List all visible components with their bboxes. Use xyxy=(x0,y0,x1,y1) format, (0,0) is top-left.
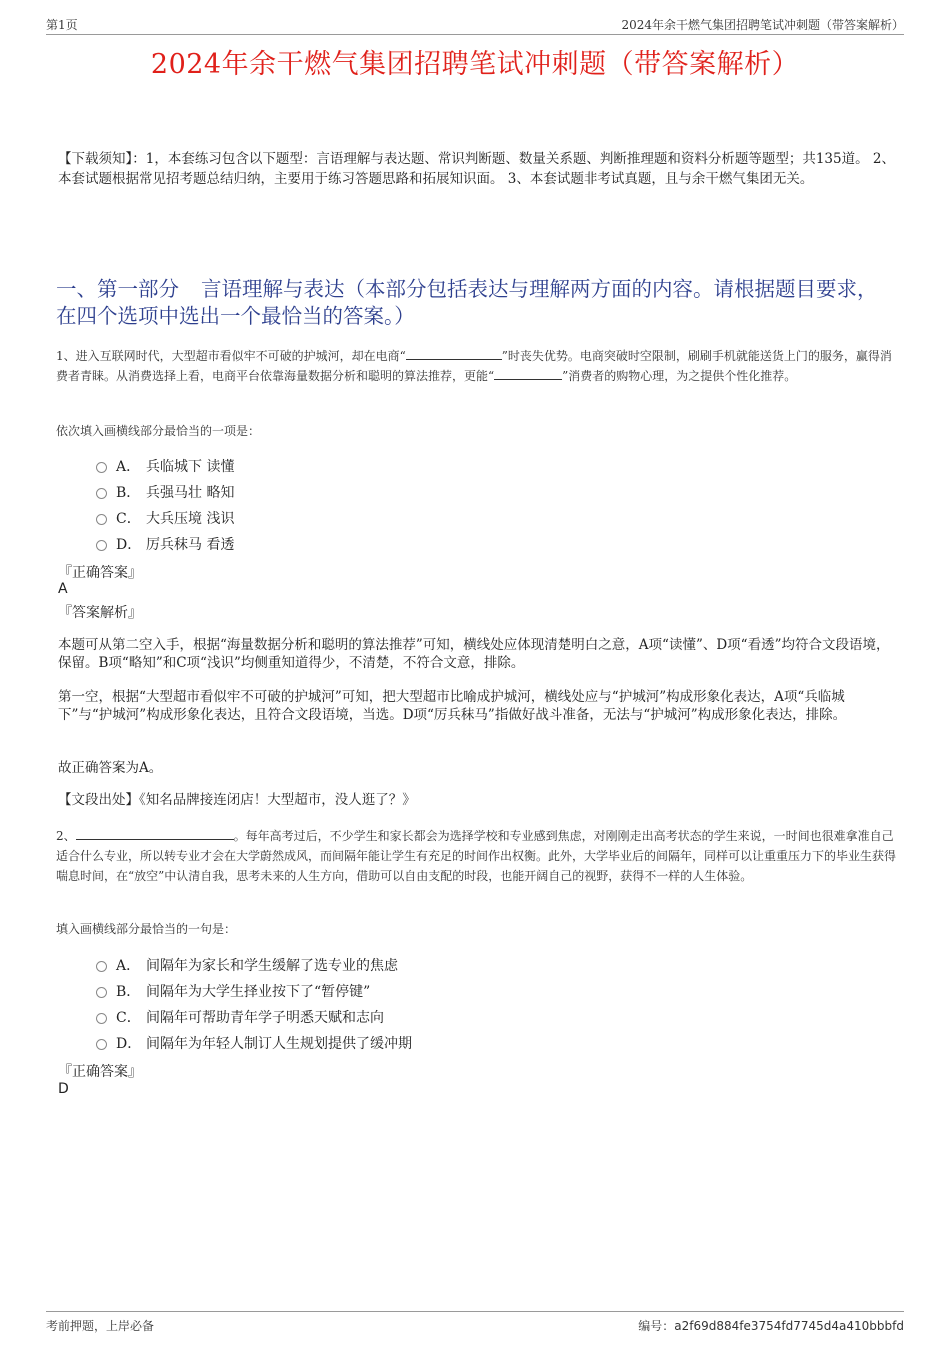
q2-option-b[interactable]: B． 间隔年为大学生择业按下了“暂停键” xyxy=(96,981,370,1001)
q2-number: 2、 xyxy=(56,829,76,843)
q1-option-b[interactable]: B． 兵强马壮 略知 xyxy=(96,482,234,502)
page-footer xyxy=(46,1311,904,1336)
q1-analysis-paragraph-2: 第一空，根据“大型超市看似牢不可破的护城河”可知，把大型超市比喻成护城河，横线处应与“护城河”构成形象化表达，A项“兵临城下”与“护城河”构成形象化表达，且符合文段语境，当选。D项“厉兵秣马”指做好战斗准备，无法与“护城河”构成形象化表达，排除。 xyxy=(58,689,847,723)
q2-option-a[interactable]: A． 间隔年为家长和学生缓解了选专业的焦虑 xyxy=(96,955,398,975)
q1-analysis-label: 『答案解析』 xyxy=(58,605,142,621)
q1-text-part-b: ”时丧失优势。电商突破时空限制，刷刷手机就能送货上门的服务，赢得消费者青睐。从消费选择上看，电商平台依靠海量数据分析和聪明的算法推荐，更能“ xyxy=(56,349,892,383)
q1-answer: A xyxy=(58,581,68,597)
radio-icon[interactable] xyxy=(96,462,107,473)
q2-answer: D xyxy=(58,1081,69,1097)
section-part: 一、第一部分 xyxy=(56,277,179,301)
q1-analysis-paragraph-1: 本题可从第二空入手，根据“海量数据分析和聪明的算法推荐”可知，横线处应体现清楚明白之意，A项“读懂”、D项“看透”均符合文段语境，保留。B项“略知”和C项“浅识”均侧重知道得少，不清楚，不符合文意，排除。 xyxy=(58,637,890,671)
page-header xyxy=(46,14,904,35)
radio-icon[interactable] xyxy=(96,488,107,499)
fill-blank xyxy=(494,367,562,380)
document-title: 2024年余干燃气集团招聘笔试冲刺题（带答案解析） xyxy=(150,49,800,80)
q1-source: 【文段出处】《知名品牌接连闭店！大型超市，没人逛了？》 xyxy=(58,792,416,808)
radio-icon[interactable] xyxy=(96,961,107,972)
q2-answer-label: 『正确答案』 xyxy=(58,1064,142,1080)
q1-option-c[interactable]: C． 大兵压境 浅识 xyxy=(96,508,234,528)
footer-code-value: a2f69d884fe3754fd7745d4a410bbbfd xyxy=(674,1319,904,1333)
radio-icon[interactable] xyxy=(96,1013,107,1024)
question-1-text xyxy=(56,346,900,386)
q2-text: 。每年高考过后，不少学生和家长都会为选择学校和专业感到焦虑，对刚刚走出高考状态的学生来说，一时间也很难拿准自己适合什么专业，所以转专业才会在大学蔚然成风，而间隔年能让学生有充足的时间作出权衡。此外，大学毕业后的间隔年，同样可以让重重压力下的毕业生获得喘息时间，在“放空”中认清自我，思考未来的人生方向，借助可以自由支配的时段，也能开阔自己的视野，获得不一样的人生体验。 xyxy=(56,829,897,883)
q1-answer-label: 『正确答案』 xyxy=(58,565,142,581)
footer-code xyxy=(638,1317,904,1334)
fill-blank xyxy=(406,347,502,360)
radio-icon[interactable] xyxy=(96,987,107,998)
fill-blank xyxy=(76,827,234,840)
download-notice: 【下载须知】：1，本套练习包含以下题型：言语理解与表达题、常识判断题、数量关系题、判断推理题和资料分析题等题型；共135道。 2、本套试题根据常见招考题总结归纳，主要用于练习答题思路和拓展知识面。 3、本套试题非考试真题，且与余干燃气集团无关。 xyxy=(58,151,895,187)
q1-analysis-conclusion: 故正确答案为A。 xyxy=(58,760,163,776)
section-heading xyxy=(56,276,896,330)
radio-icon[interactable] xyxy=(96,540,107,551)
section-description: 言语理解与表达（本部分包括表达与理解两方面的内容。请根据题目要求，在四个选项中选出一个最恰当的答案。） xyxy=(56,277,878,328)
q1-text-part-c: ”消费者的购物心理，为之提供个性化推荐。 xyxy=(562,369,797,383)
question-2-text xyxy=(56,826,900,886)
header-doc-title: 2024年余干燃气集团招聘笔试冲刺题（带答案解析） xyxy=(621,18,904,32)
q1-option-a[interactable]: A． 兵临城下 读懂 xyxy=(96,456,234,476)
page-number: 第1页 xyxy=(46,18,78,32)
question-1-prompt: 依次填入画横线部分最恰当的一项是： xyxy=(56,424,261,438)
q2-option-d[interactable]: D． 间隔年为年轻人制订人生规划提供了缓冲期 xyxy=(96,1033,412,1053)
q1-text-part-a: 1、进入互联网时代，大型超市看似牢不可破的护城河，却在电商“ xyxy=(56,349,406,363)
radio-icon[interactable] xyxy=(96,514,107,525)
question-2-prompt: 填入画横线部分最恰当的一句是： xyxy=(56,922,237,936)
footer-slogan: 考前押题，上岸必备 xyxy=(46,1319,155,1333)
footer-code-label: 编号： xyxy=(638,1319,675,1333)
q1-option-d[interactable]: D． 厉兵秣马 看透 xyxy=(96,534,234,554)
radio-icon[interactable] xyxy=(96,1039,107,1050)
q2-option-c[interactable]: C． 间隔年可帮助青年学子明悉天赋和志向 xyxy=(96,1007,384,1027)
